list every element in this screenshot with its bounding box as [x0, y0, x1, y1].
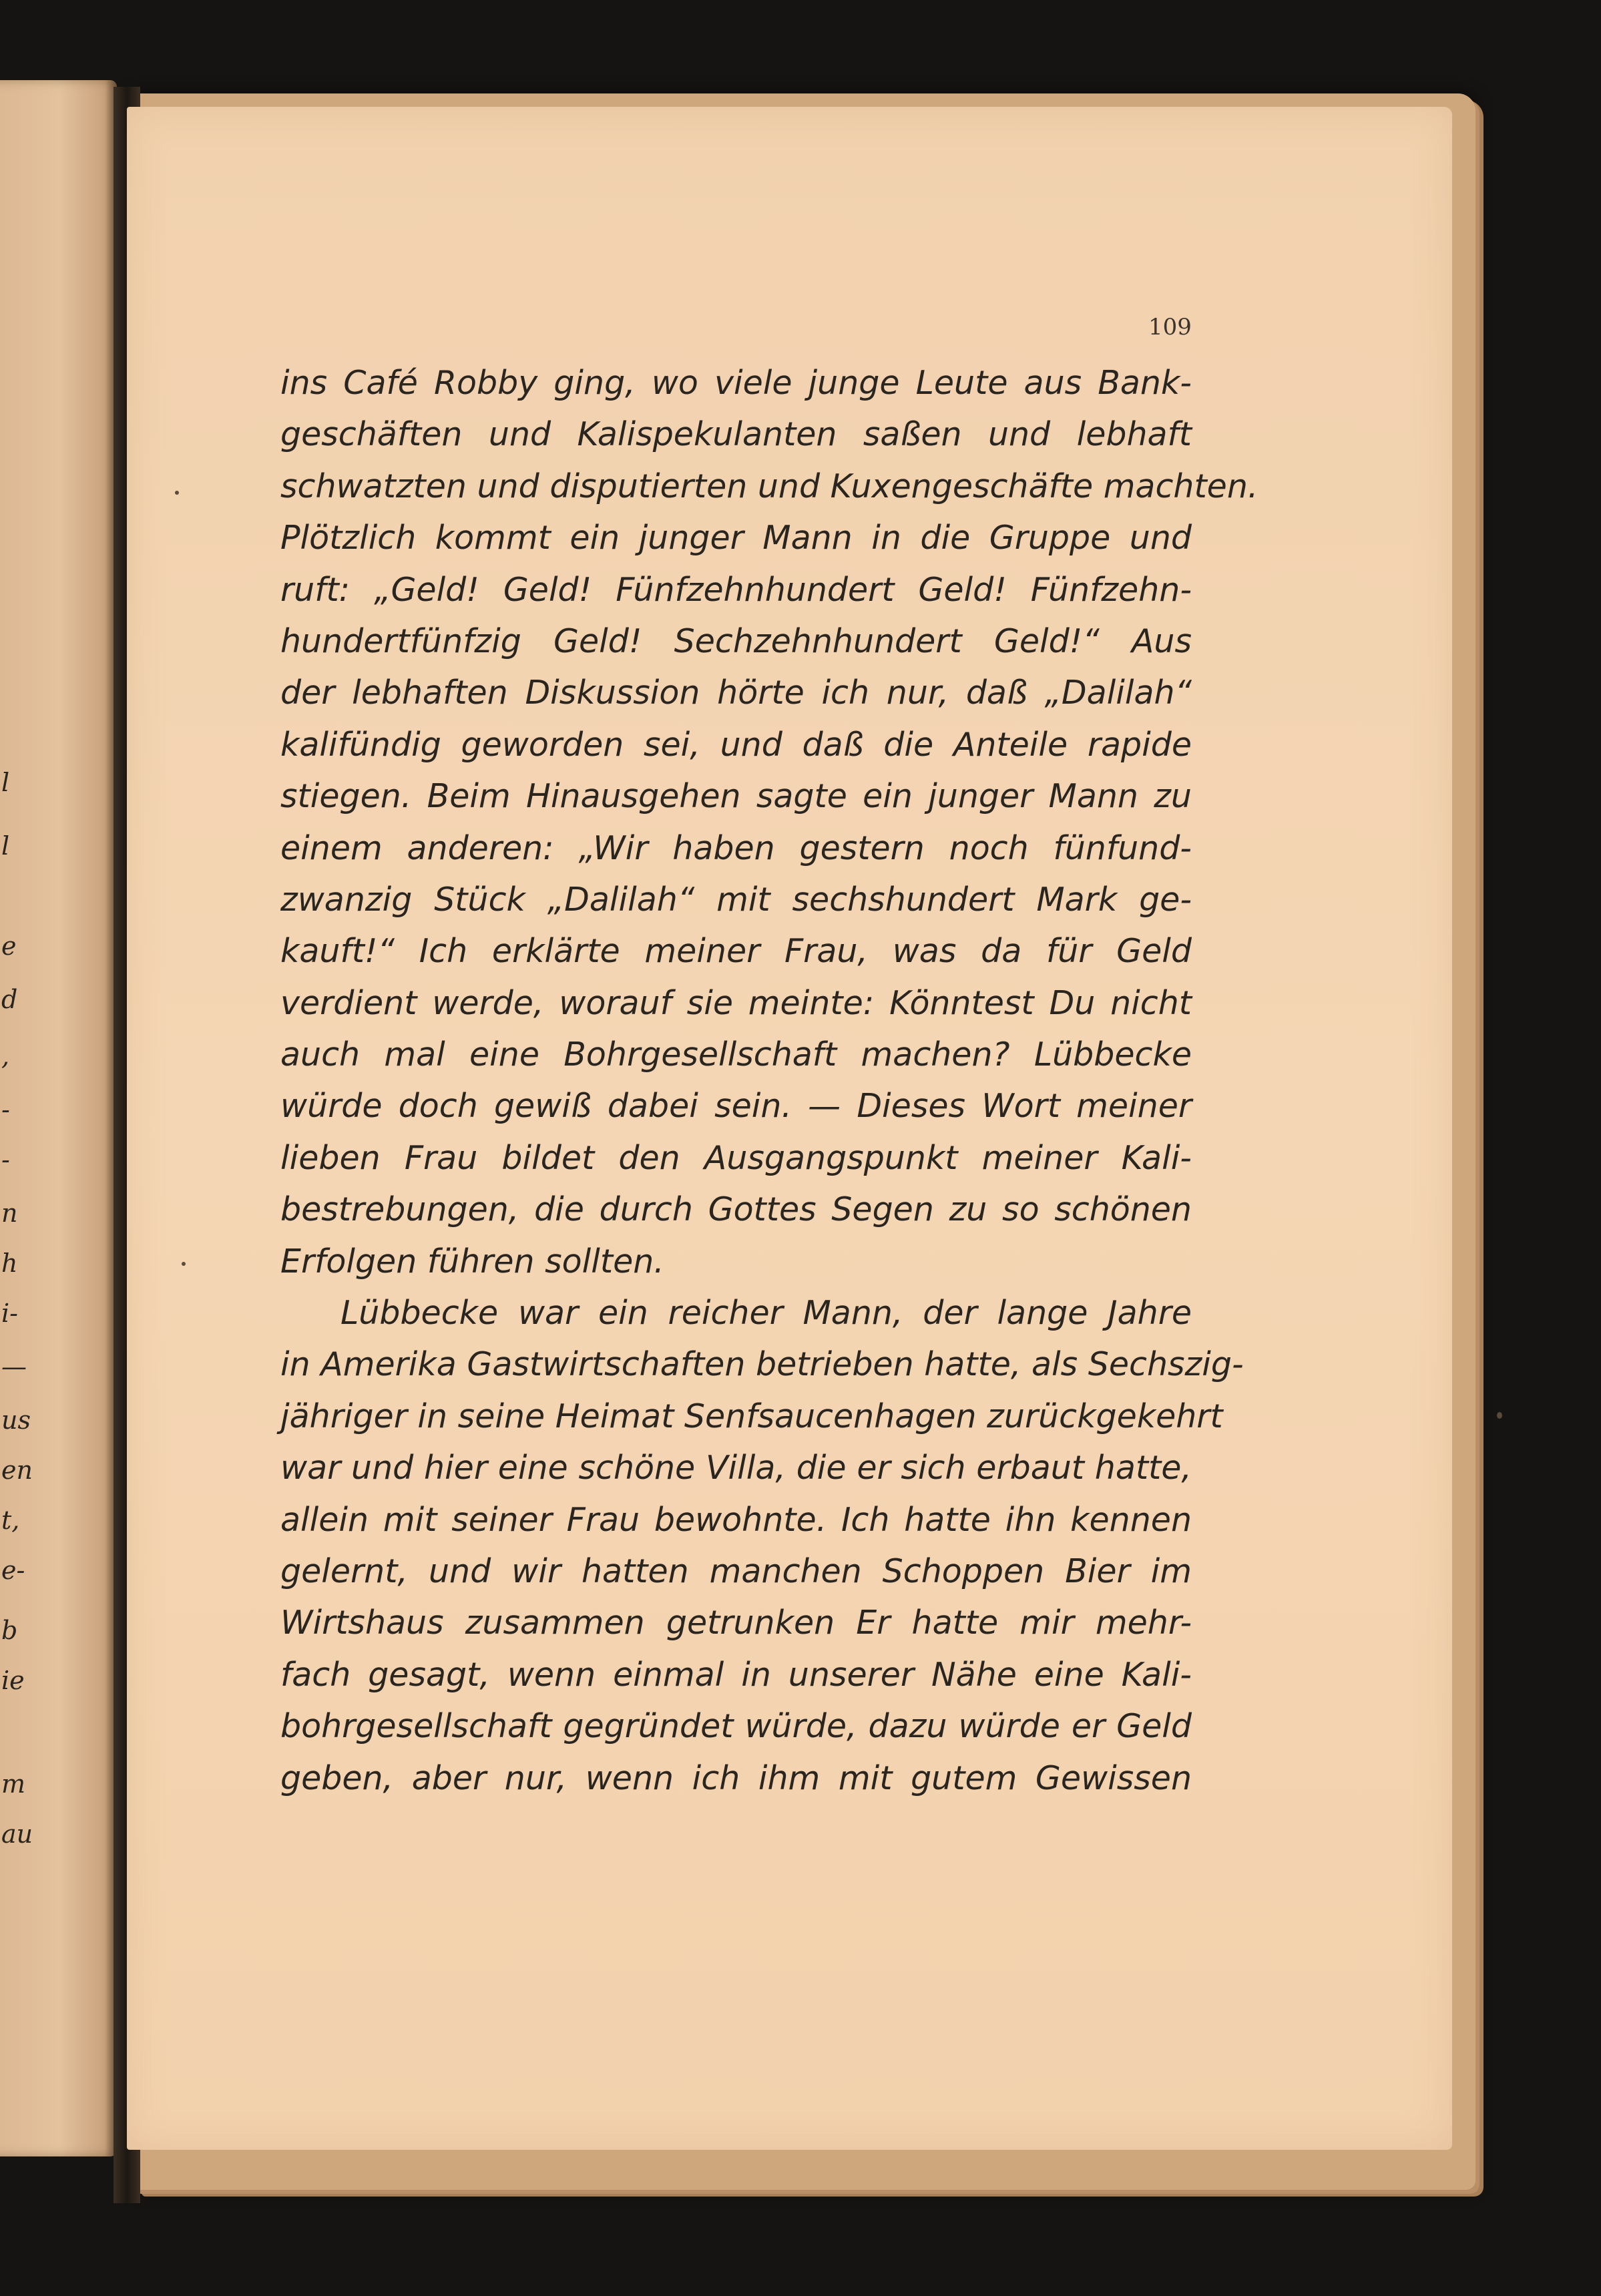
paper-speck	[182, 1262, 186, 1266]
left-page-fragment: ie	[1, 1666, 25, 1695]
left-page-fragment: e	[1, 931, 17, 961]
left-page-fragment: us	[1, 1405, 31, 1435]
text-line: Wirtshaus zusammen getrunken Er hatte mir mehr-	[280, 1604, 1192, 1642]
left-page-fragment: l	[1, 831, 10, 861]
left-page-fragment: au	[1, 1819, 33, 1849]
left-page-fragment: e-	[1, 1556, 25, 1585]
left-page-fragment: h	[1, 1248, 18, 1278]
text-line: bestrebungen, die durch Gottes Segen zu so schönen	[280, 1190, 1192, 1229]
left-page-fragment: m	[1, 1769, 26, 1799]
text-line: Plötzlich kommt ein junger Mann in die Gruppe und	[280, 519, 1192, 557]
left-page-fragment: i-	[1, 1299, 18, 1328]
left-page-fragment: t,	[1, 1506, 20, 1535]
text-line: kauft!“ Ich erklärte meiner Frau, was da für Geld	[280, 932, 1192, 971]
text-line: bohrgesellschaft gegründet würde, dazu würde er Geld	[280, 1707, 1192, 1746]
paragraph	[280, 1287, 1244, 1804]
left-page-fragment: —	[1, 1352, 27, 1381]
left-page-text-fragments	[0, 0, 120, 2296]
text-line: in Amerika Gastwirtschaften betrieben hatte, als Sechszig-	[280, 1345, 1244, 1384]
left-page-fragment: -	[1, 1095, 10, 1124]
left-page-fragment: -	[1, 1145, 10, 1174]
text-line: fach gesagt, wenn einmal in unserer Nähe eine Kali-	[280, 1655, 1192, 1694]
text-line: allein mit seiner Frau bewohnte. Ich hatte ihn kennen	[280, 1500, 1192, 1539]
text-line: Erfolgen führen sollten.	[280, 1242, 664, 1281]
body-text	[280, 357, 1259, 1804]
text-line: würde doch gewiß dabei sein. — Dieses Wort meiner	[280, 1087, 1192, 1126]
text-line: war und hier eine schöne Villa, die er sich erbaut hatte,	[280, 1449, 1192, 1487]
text-line: geschäften und Kalispekulanten saßen und lebhaft	[280, 415, 1192, 454]
paper-speck	[1497, 1412, 1502, 1419]
text-line: verdient werde, worauf sie meinte: Könntest Du nicht	[280, 983, 1192, 1022]
text-line: auch mal eine Bohrgesellschaft machen? Lübbecke	[280, 1036, 1192, 1074]
text-line: geben, aber nur, wenn ich ihm mit gutem Gewissen	[280, 1759, 1192, 1797]
text-line: ruft: „Geld! Geld! Fünfzehnhundert Geld! Fünfzehn-	[280, 570, 1192, 609]
text-line: der lebhaften Diskussion hörte ich nur, daß „Dalilah“	[280, 674, 1192, 712]
text-line: schwatzten und disputierten und Kuxengeschäfte machten.	[280, 467, 1259, 505]
left-page-fragment: en	[1, 1455, 33, 1485]
paragraph	[280, 357, 1259, 1287]
left-page-fragment: n	[1, 1198, 18, 1228]
paper-speck	[175, 491, 179, 495]
text-line: stiegen. Beim Hinausgehen sagte ein junger Mann zu	[280, 777, 1192, 816]
text-line: zwanzig Stück „Dalilah“ mit sechshundert Mark ge-	[280, 880, 1192, 919]
text-line: hundertfünfzig Geld! Sechzehnhundert Geld!“ Aus	[280, 622, 1192, 660]
page-number: 109	[1148, 314, 1192, 340]
text-line: einem anderen: „Wir haben gestern noch fünfund-	[280, 829, 1192, 867]
text-line: gelernt, und wir hatten manchen Schoppen Bier im	[280, 1552, 1192, 1590]
left-page-fragment: b	[1, 1616, 18, 1645]
text-line: Lübbecke war ein reicher Mann, der lange Jahre	[340, 1294, 1192, 1333]
text-line: kalifündig geworden sei, und daß die Anteile rapide	[280, 725, 1192, 764]
left-page-fragment: ,	[1, 1042, 10, 1071]
left-page-fragment: l	[1, 768, 10, 797]
text-line: lieben Frau bildet den Ausgangspunkt meiner Kali-	[280, 1138, 1192, 1177]
left-page-fragment: d	[1, 985, 18, 1014]
text-line: jähriger in seine Heimat Senfsaucenhagen zurückgekehrt	[280, 1397, 1223, 1435]
text-line: ins Café Robby ging, wo viele junge Leute aus Bank-	[280, 364, 1192, 402]
